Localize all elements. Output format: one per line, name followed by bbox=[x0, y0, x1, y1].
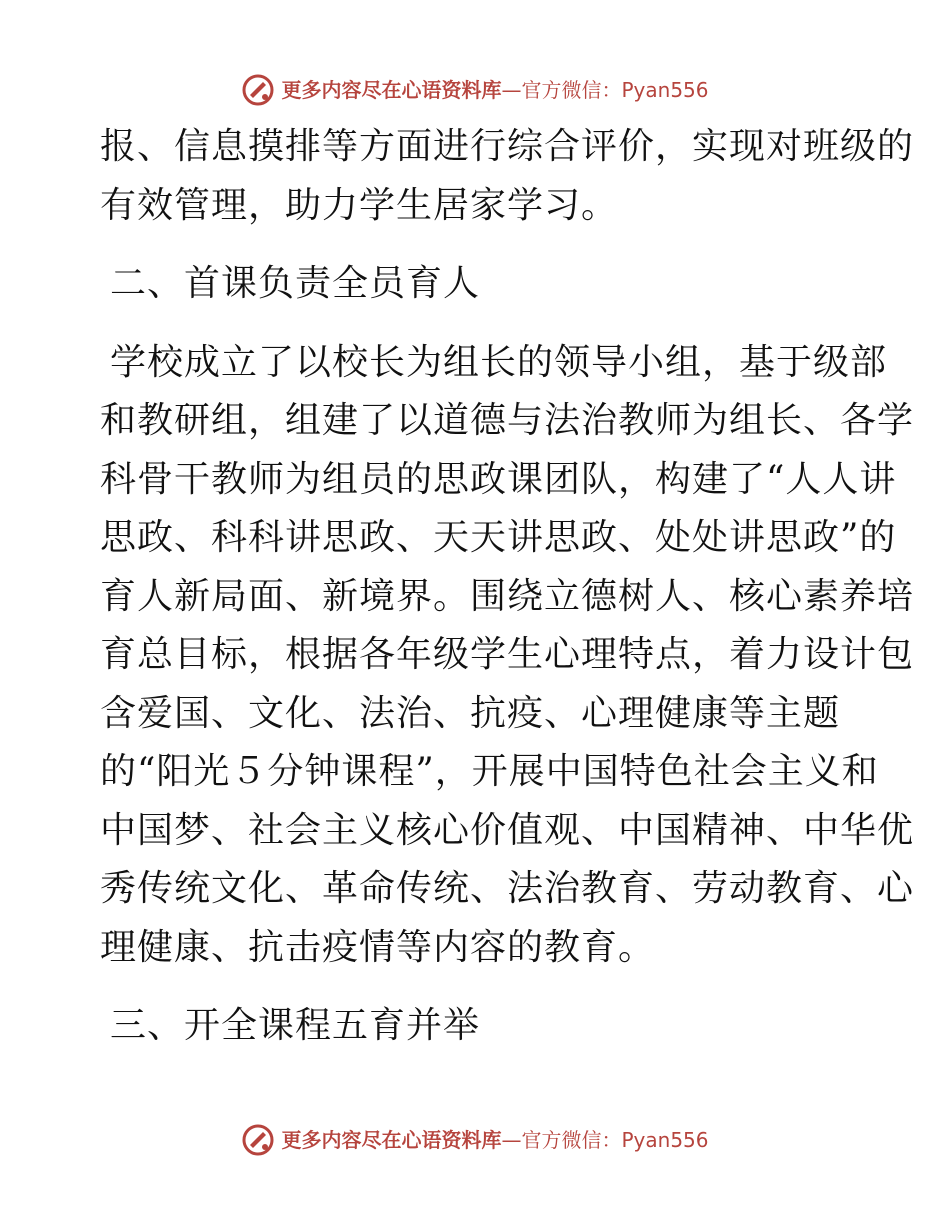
banner-lead: 更多内容尽在心语资料库 bbox=[281, 78, 502, 102]
paragraph-line: 思政、科科讲思政、天天讲思政、处处讲思政”的 bbox=[100, 517, 897, 558]
logo-icon bbox=[241, 1123, 275, 1157]
banner-id: Pyan556 bbox=[621, 78, 709, 102]
paragraph-line: 报、信息摸排等方面进行综合评价，实现对班级的 bbox=[100, 126, 915, 167]
paragraph-line: 秀传统文化、革命传统、法治教育、劳动教育、心 bbox=[100, 868, 915, 909]
paragraph-line: 学校成立了以校长为组长的领导小组，基于级部 bbox=[110, 341, 888, 383]
footer-banner bbox=[0, 1120, 950, 1160]
header-banner bbox=[0, 70, 950, 110]
document-body bbox=[100, 118, 915, 1056]
paragraph-line: 的“阳光５分钟课程”，开展中国特色社会主义和 bbox=[100, 751, 879, 792]
paragraph-line: 育总目标，根据各年级学生心理特点，着力设计包 bbox=[100, 634, 915, 675]
section-heading-3: 三、开全课程五育并举 bbox=[110, 1005, 481, 1046]
paragraph-line: 含爱国、文化、法治、抗疫、心理健康等主题 bbox=[100, 692, 841, 734]
paragraph-line: 育人新局面、新境界。围绕立德树人、核心素养培 bbox=[100, 575, 915, 617]
paragraph-line: 有效管理，助力学生居家学习。 bbox=[100, 184, 619, 226]
banner-text bbox=[281, 1130, 708, 1150]
paragraph-line: 科骨干教师为组员的思政课团队，构建了“人人讲 bbox=[100, 458, 897, 500]
paragraph-line: 和教研组，组建了以道德与法治教师为组长、各学 bbox=[100, 400, 915, 441]
banner-text bbox=[281, 80, 708, 100]
banner-sep: — bbox=[501, 78, 522, 102]
banner-wechat: 官方微信： bbox=[521, 78, 622, 102]
paragraph-line: 理健康、抗击疫情等内容的教育。 bbox=[100, 926, 656, 968]
banner-wechat: 官方微信： bbox=[521, 1128, 622, 1152]
banner-lead: 更多内容尽在心语资料库 bbox=[281, 1128, 502, 1152]
banner-id: Pyan556 bbox=[621, 1128, 709, 1152]
logo-icon bbox=[241, 73, 275, 107]
paragraph-line: 中国梦、社会主义核心价值观、中国精神、中华优 bbox=[100, 809, 915, 851]
banner-sep: — bbox=[501, 1128, 522, 1152]
section-heading-2: 二、首课负责全员育人 bbox=[110, 263, 481, 304]
